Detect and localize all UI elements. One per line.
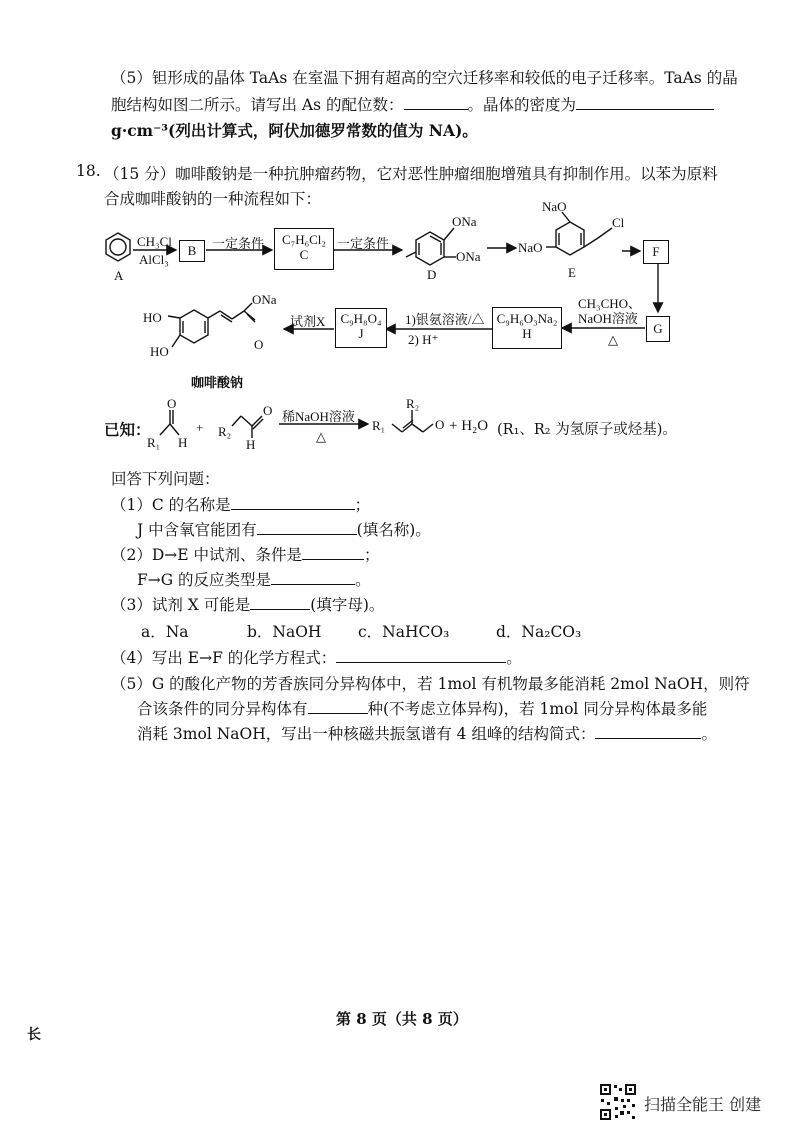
ring-product: [180, 310, 208, 343]
answer-blank[interactable]: [308, 699, 368, 714]
product-carbonyl-o: O: [254, 337, 264, 352]
known-h2: H: [246, 437, 256, 452]
q18-number: 18.: [76, 162, 101, 180]
known-prod-o: O: [435, 417, 445, 432]
q4-text: （4）写出 E→F 的化学方程式：: [111, 649, 337, 667]
known-prod-r2: R₂: [406, 396, 420, 411]
q2b-text: F→G 的反应类型是: [137, 571, 272, 589]
prev-q5-line2b: 。晶体的密度为: [467, 96, 577, 114]
q3-text: （3）试剂 X 可能是: [111, 596, 251, 614]
known-plus: +: [196, 420, 204, 435]
box-J-label: J: [358, 325, 364, 341]
q2-line-b: [137, 568, 371, 590]
prev-q5-line2a: 胞结构如图二所示。请写出 As 的配位数：: [111, 96, 404, 114]
q5-line2b: 种(不考虑立体异构)，若 1mol 同分异构体最多能: [367, 700, 708, 718]
q18-header: （15 分）咖啡酸钠是一种抗肿瘤药物，它对恶性肿瘤细胞增殖具有抑制作用。以苯为原料: [104, 165, 718, 183]
known-water: + H₂O: [449, 418, 489, 434]
product-ho-bottom: HO: [150, 344, 169, 359]
answer-blank[interactable]: [271, 570, 355, 585]
q1-line-b: [137, 518, 431, 540]
q18-header2: 合成咖啡酸钠的一种流程如下：: [104, 190, 322, 208]
product-ona: ONa: [252, 292, 277, 307]
q1b-end: (填名称)。: [356, 521, 431, 539]
q4-end: 。: [506, 649, 522, 667]
page-number: 第 8 页（共 8 页）: [336, 1010, 468, 1028]
cond-H-J-2: 2) H⁺: [408, 332, 439, 347]
reagent-X: 试剂X: [290, 314, 326, 329]
box-F: F: [643, 240, 669, 264]
q1a-text: （1）C 的名称是: [111, 496, 231, 514]
box-B: B: [179, 240, 205, 262]
box-J: [335, 308, 387, 348]
q4-line: [111, 646, 522, 668]
known-note: (R₁、R₂ 为氢原子或烃基)。: [497, 422, 677, 438]
answer-blank[interactable]: [336, 648, 506, 663]
answer-blank[interactable]: [257, 520, 357, 535]
q5-line2: [137, 697, 707, 719]
product-ho-top: HO: [143, 310, 162, 325]
answer-blank[interactable]: [595, 724, 701, 739]
q5-line3-end: 。: [701, 725, 717, 743]
cond-F-G-1: CH₃CHO、: [578, 296, 642, 311]
box-H: [492, 307, 562, 349]
q2-line-a: [111, 543, 380, 565]
label-A: A: [114, 268, 124, 283]
option-d[interactable]: d．Na₂CO₃: [496, 623, 582, 641]
known-r1: R₁: [147, 435, 161, 450]
q1b-text: J 中含氧官能团有: [137, 521, 257, 539]
known-r2: R₂: [218, 424, 232, 439]
q5-line1: （5）G 的酸化产物的芳香族同分异构体中，若 1mol 有机物最多能消耗 2mol NaOH，则符: [111, 675, 750, 693]
box-J-formula: C₉H₈O₄: [340, 311, 382, 326]
known-prod-r1: R₁: [372, 418, 386, 433]
box-C-label: C: [299, 246, 309, 262]
cond-F-G-2: NaOH溶液: [578, 311, 638, 326]
cond-B-C: 一定条件: [212, 236, 265, 251]
q1a-end: ；: [354, 496, 371, 514]
D-ona-top: ONa: [452, 214, 477, 229]
known-prefix: 已知：: [104, 420, 151, 439]
option-b[interactable]: b．NaOH: [247, 623, 322, 641]
questions-intro: 回答下列问题：: [111, 470, 220, 488]
known-cond-top: 稀NaOH溶液: [282, 409, 355, 424]
box-G: G: [646, 316, 670, 342]
ring-D: [416, 232, 444, 265]
ring-E: [556, 222, 584, 255]
q3-end: (填字母)。: [310, 596, 385, 614]
answer-blank[interactable]: [250, 595, 310, 610]
label-D: D: [427, 267, 437, 282]
cond-C-D: 一定条件: [337, 236, 390, 251]
prev-q5-line3: g·cm⁻³(列出计算式，阿伏加德罗常数的值为 NA)。: [111, 121, 478, 140]
known-h1: H: [178, 435, 188, 450]
q5-line3: [137, 722, 717, 744]
box-C-formula: C₇H₆Cl₂: [282, 232, 326, 247]
qr-code-icon: [599, 1083, 637, 1121]
box-C: [274, 228, 334, 270]
corner-mark: 长: [27, 1027, 41, 1043]
q5-line2a: 合该条件的同分异构体有: [137, 700, 308, 718]
reagent-ch3cl: CH₃Cl: [137, 234, 172, 249]
q5-line3a: 消耗 3mol NaOH，写出一种核磁共振氢谱有 4 组峰的结构简式：: [137, 725, 596, 743]
q3-line: [111, 593, 384, 615]
label-E: E: [568, 265, 576, 280]
known-o2: O: [263, 403, 273, 418]
known-cond-bottom: △: [316, 429, 326, 444]
box-H-formula: C₉H₆O₃Na₂: [496, 311, 558, 326]
known-o1: O: [167, 396, 177, 411]
cond-F-G-3: △: [608, 332, 618, 347]
E-nao-side: NaO: [518, 240, 543, 255]
q2a-text: （2）D→E 中试剂、条件是: [111, 546, 303, 564]
E-nao-top: NaO: [542, 199, 567, 214]
cond-H-J-1: 1)银氨溶液/△: [405, 312, 485, 327]
D-ona-side: ONa: [456, 249, 481, 264]
answer-blank[interactable]: [231, 495, 355, 510]
watermark-text: 扫描全能王 创建: [644, 1095, 762, 1114]
E-cl: Cl: [612, 215, 625, 230]
q2b-end: 。: [355, 571, 371, 589]
prev-q5-line1: （5）钽形成的晶体 TaAs 在室温下拥有超高的空穴迁移率和较低的电子迁移率。TaAs 的晶: [111, 69, 738, 87]
q1-line-a: [111, 493, 370, 515]
option-a[interactable]: a．Na: [141, 623, 189, 641]
box-H-label: H: [522, 325, 532, 341]
answer-blank[interactable]: [302, 545, 364, 560]
q2a-end: ；: [364, 546, 380, 564]
product-name: 咖啡酸钠: [191, 375, 244, 390]
reagent-alcl3: AlCl₃: [139, 252, 169, 267]
option-c[interactable]: c．NaHCO₃: [358, 623, 450, 641]
